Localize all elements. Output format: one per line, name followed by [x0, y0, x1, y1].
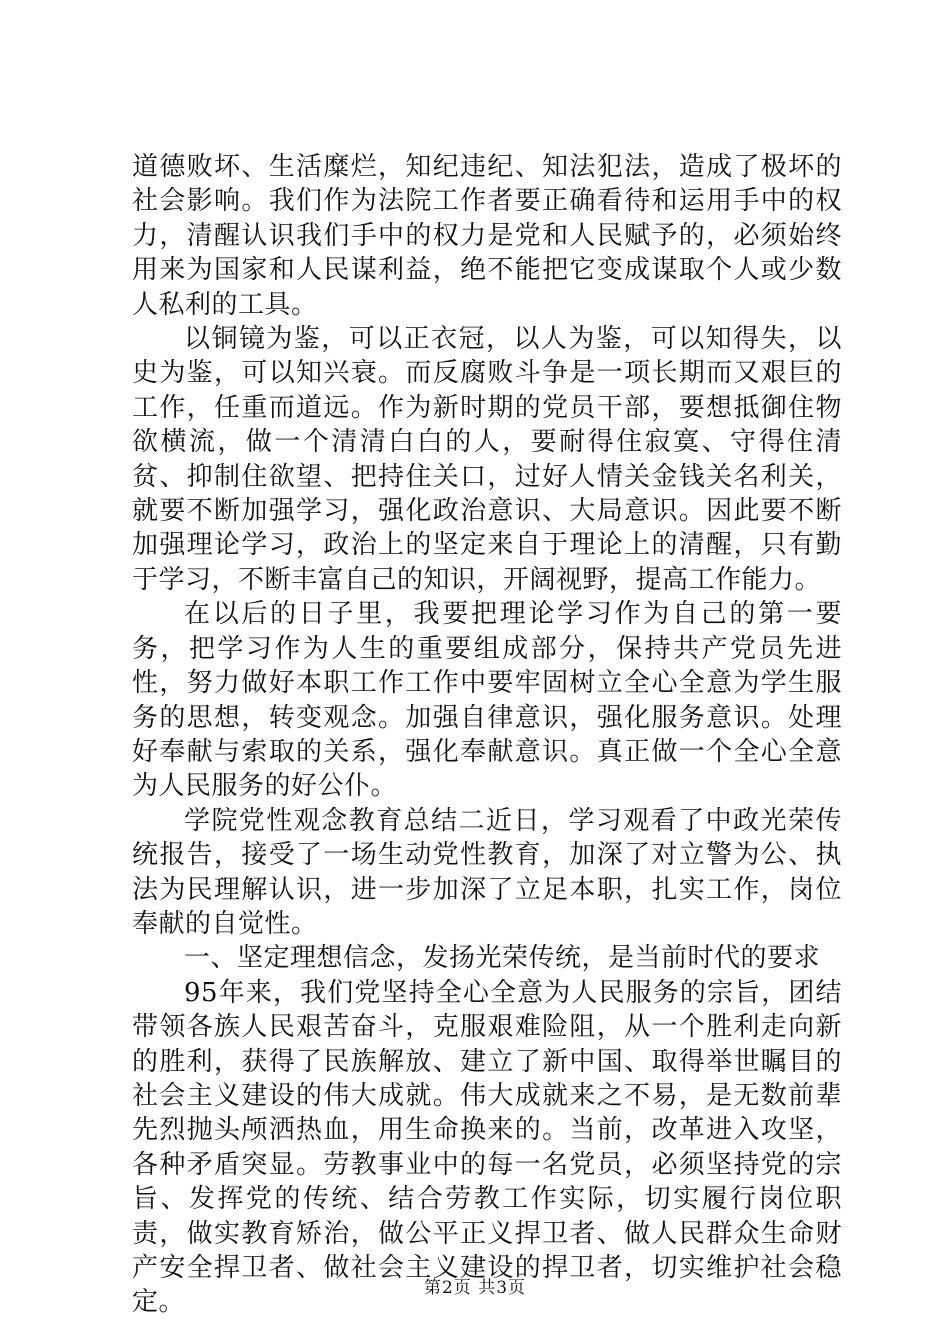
paragraph-6: 95年来，我们党坚持全心全意为人民服务的宗旨，团结带领各族人民艰苦奋斗，克服艰难险阻，从一个胜利走向新的胜利，获得了民族解放、建立了新中国、取得举世瞩目的社会主义建设的伟大成就。伟大成就来之不易，是无数前辈先烈抛头颅洒热血，用生命换来的。当前，改革进入攻坚，各种矛盾突显。劳教事业中的每一名党员，必须坚持党的宗旨、发挥党的传统、结合劳教工作实际，切实履行岗位职责，做实教育矫治，做公平正义捍卫者、做人民群众生命财产安全捍卫者、做社会主义建设的捍卫者，切实维护社会稳定。	[132, 977, 842, 1318]
paragraph-3: 在以后的日子里，我要把理论学习作为自己的第一要务，把学习作为人生的重要组成部分，保持共产党员先进性，努力做好本职工作工作中要牢固树立全心全意为学生服务的思想，转变观念。加强自律意识，强化服务意识。处理好奉献与索取的关系，强化奉献意识。真正做一个全心全意为人民服务的好公仆。	[132, 599, 842, 802]
document-body	[132, 150, 842, 1320]
section-heading: 一、坚定理想信念，发扬光荣传统，是当前时代的要求	[184, 943, 821, 974]
paragraph-4: 学院党性观念教育总结二近日，学习观看了中政光荣传统报告，接受了一场生动党性教育，加深了对立警为公、执法为民理解认识，进一步加深了立足本职，扎实工作，岗位奉献的自觉性。	[132, 805, 842, 939]
page-footer: 第2页 共3页	[423, 1278, 527, 1298]
paragraph-2: 以铜镜为鉴，可以正衣冠，以人为鉴，可以知得失，以史为鉴，可以知兴衰。而反腐败斗争是一项长期而又艰巨的工作，任重而道远。作为新时期的党员干部，要想抵御住物欲横流，做一个清清白白的人，要耐得住寂寞、守得住清贫、抑制住欲望、把持住关口，过好人情关金钱关名利关，就要不断加强学习，强化政治意识、大局意识。因此要不断加强理论学习，政治上的坚定来自于理论上的清醒，只有勤于学习，不断丰富自己的知识，开阔视野，提高工作能力。	[132, 324, 842, 595]
paragraph-1: 道德败坏、生活糜烂，知纪违纪、知法犯法，造成了极坏的社会影响。我们作为法院工作者要正确看待和运用手中的权力，清醒认识我们手中的权力是党和人民赋予的，必须始终用来为国家和人民谋利益，绝不能把它变成谋取个人或少数人私利的工具。	[132, 152, 842, 320]
